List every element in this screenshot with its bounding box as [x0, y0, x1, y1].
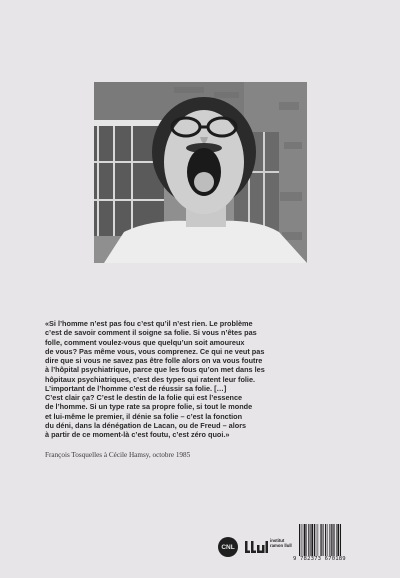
barcode-bar	[332, 524, 333, 556]
barcode-bar	[337, 524, 339, 556]
quote-line: de vous? Pas même vous, vous comprenez. Ce qui ne veut pas	[45, 346, 265, 356]
institut-ramon-llull-label	[270, 539, 292, 548]
quote-line: dire que si vous ne savez pas être folle alors on va vous foutre	[45, 356, 263, 365]
barcode-bar	[323, 524, 324, 556]
barcode-bar	[320, 524, 321, 556]
quote-line: du déni, dans la dénégation de Lacan, ou de Freud – alors	[45, 420, 247, 430]
quote-line: L’important de l’homme c’est de réussir sa folie. […]	[45, 383, 227, 393]
barcode-bar	[327, 524, 328, 556]
barcode-bar	[336, 524, 337, 556]
quote-line: à partir de ce moment-là c’est foutu, c’est zéro quoi.»	[45, 430, 230, 439]
barcode-bar	[329, 524, 330, 556]
barcode-bar	[311, 524, 313, 556]
quote-line: «Si l’homme n’est pas fou c’est qu’il n’est rien. Le problème	[45, 319, 253, 328]
llull-label-line2: ramon llull	[270, 542, 292, 548]
screaming-man-photo-icon	[94, 82, 307, 263]
barcode-bar	[310, 524, 311, 556]
quote-text	[45, 319, 357, 439]
quote-line: hôpitaux psychiatriques, c’est des types qui ratent leur folie.	[45, 374, 256, 384]
barcode-bar	[321, 524, 322, 556]
llull-label-line1: institut	[270, 538, 285, 543]
quote-line: C’est clair ça? C’est le destin de la folie qui est l’essence	[45, 393, 243, 402]
institut-ramon-llull-logo-icon	[245, 540, 268, 552]
barcode-bar	[301, 524, 302, 556]
barcode-bar	[318, 524, 319, 556]
barcode-bar	[340, 524, 341, 556]
barcode-bar	[325, 524, 326, 556]
cover-photo	[94, 82, 307, 263]
barcode-bar	[304, 524, 306, 556]
barcode-bar	[331, 524, 332, 556]
quote-line: c’est de savoir comment il soigne sa folie. Si vous n’êtes pas	[45, 328, 257, 338]
barcode-bar	[303, 524, 304, 556]
barcode-bar	[308, 524, 309, 556]
cnl-logo: CNL	[218, 537, 238, 557]
quote-line: et lui-même le premier, il dénie sa folie – c’est la fonction	[45, 411, 243, 421]
barcode-bar	[334, 524, 335, 556]
quote-attribution: François Tosquelles à Cécile Hamsy, octobre 1985	[45, 451, 191, 459]
quote-line: à l’hôpital psychiatrique, parce que les fous qu’on met dans les	[45, 365, 265, 375]
isbn-number: 9 782373 670189	[293, 556, 346, 562]
barcode-bar	[306, 524, 307, 556]
barcode-bar	[316, 524, 317, 556]
barcode-bar	[314, 524, 315, 556]
barcode-bar	[299, 524, 300, 556]
quote-line: folle, comment voulez-vous que quelqu’un soit amoureux	[45, 337, 245, 347]
quote-line: de l’homme. Si un type rate sa propre folie, si tout le monde	[45, 402, 253, 412]
